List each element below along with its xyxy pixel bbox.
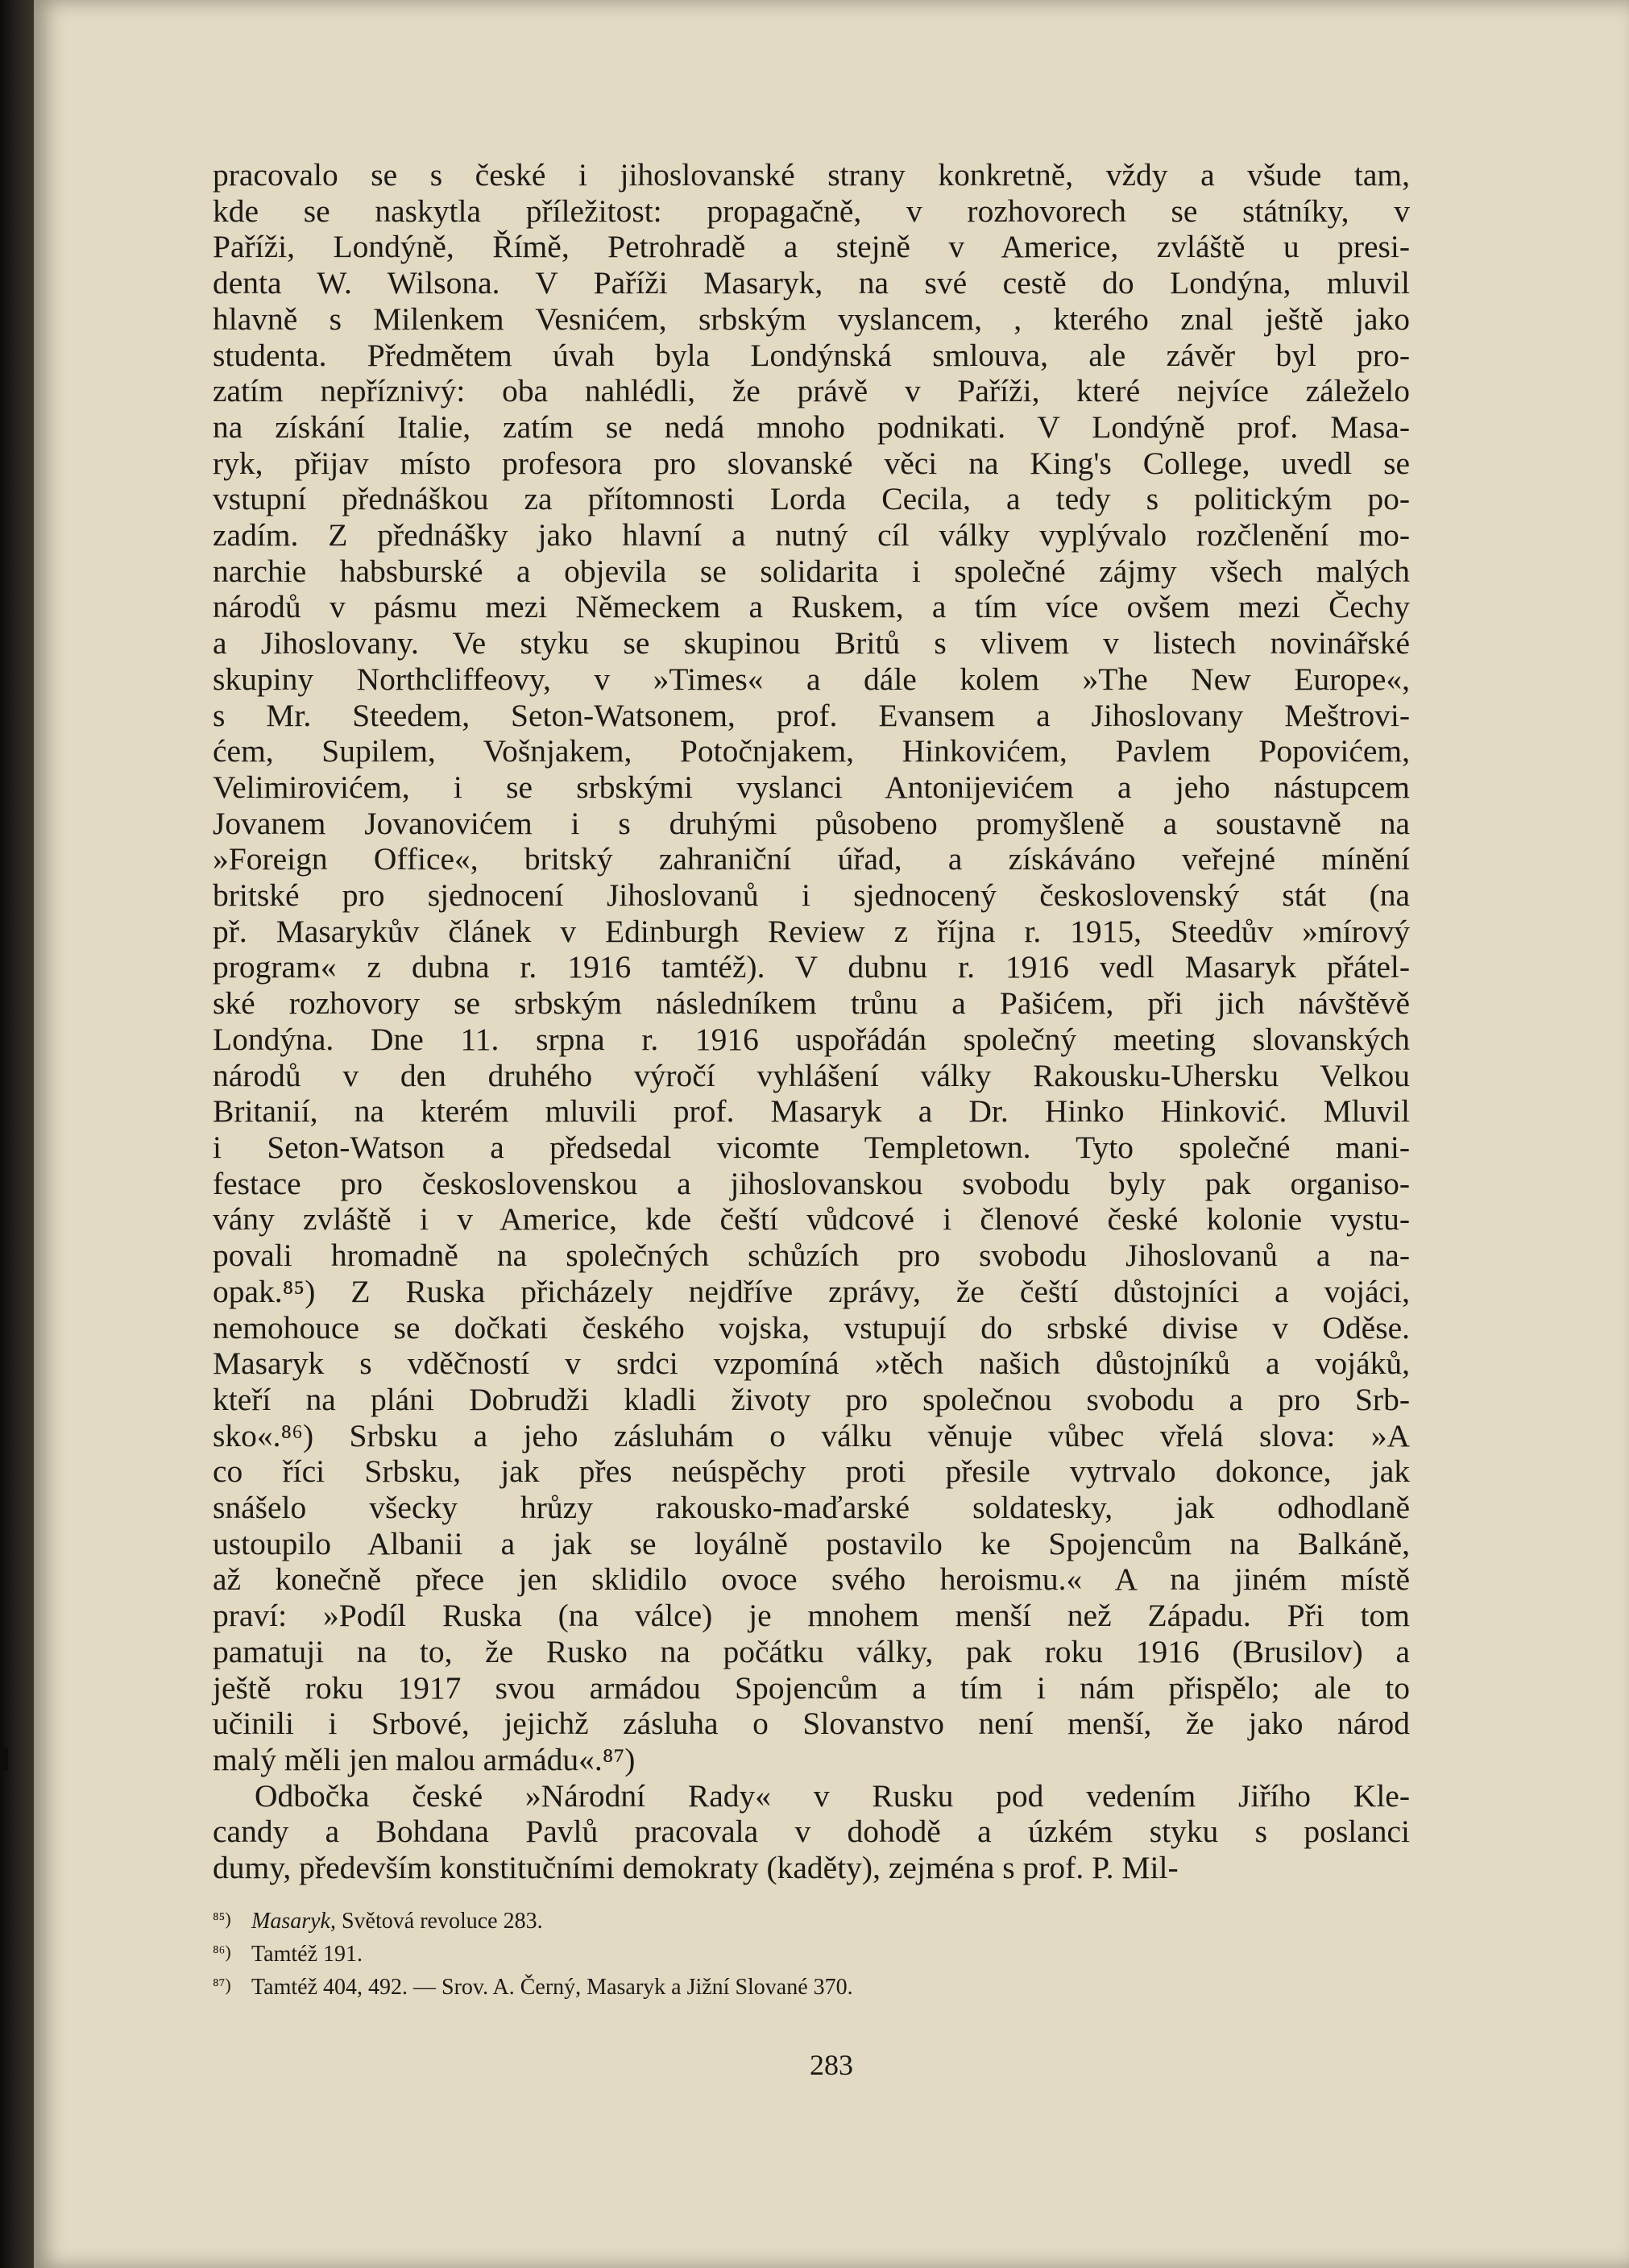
text-line: program« z dubna r. 1916 tamtéž). V dubnu r. 1916 vedl Masaryk přátel- (213, 949, 1410, 985)
text-line: ryk, přijav místo profesora pro slovanské věci na King's College, uvedl se (213, 445, 1410, 481)
text-line: na získání Italie, zatím se nedá mnoho podnikati. V Londýně prof. Masa- (213, 408, 1410, 445)
text-line: Velimirovićem, i se srbskými vyslanci Antonijevićem a jeho nástupcem (213, 769, 1410, 805)
text-line: kteří na pláni Dobrudži kladli životy pro společnou svobodu a pro Srb- (213, 1381, 1410, 1417)
text-line: hlavně s Milenkem Vesnićem, srbským vyslancem, , kterého znal ještě jako (213, 301, 1410, 337)
text-line: Paříži, Londýně, Římě, Petrohradě a stejně v Americe, zvláště u presi- (213, 229, 1410, 265)
text-line: Odbočka české »Národní Rady« v Rusku pod vedením Jiřího Kle- (255, 1777, 1410, 1814)
text-line: nemohouce se dočkati českého vojska, vstupují do srbské divise v Oděse. (213, 1309, 1410, 1345)
text-line: Londýna. Dne 11. srpna r. 1916 uspořádán společný meeting slovanských (213, 1021, 1410, 1057)
text-line: dumy, především konstitučními demokraty (kaděty), zejména s prof. P. Mil- (213, 1850, 1179, 1886)
book-binding-edge (0, 0, 34, 2268)
text-line: ustoupilo Albanii a jak se loyálně postavilo ke Spojencům na Balkáně, (213, 1525, 1410, 1561)
text-line: sko«.⁸⁶) Srbsku a jeho zásluhám o válku věnuje vůbec vřelá slova: »A (213, 1417, 1410, 1453)
text-line: praví: »Podíl Ruska (na válce) je mnohem menší než Západu. Při tom (213, 1598, 1410, 1634)
text-line: ćem, Supilem, Vošnjakem, Potočnjakem, Hinkovićem, Pavlem Popovićem, (213, 733, 1410, 769)
text-line: pamatuji na to, že Rusko na počátku války, pak roku 1916 (Brusilov) a (213, 1633, 1410, 1669)
text-line: př. Masarykův článek v Edinburgh Review z října r. 1915, Steedův »mírový (213, 913, 1410, 949)
body-text (213, 157, 1410, 1886)
text-line: narchie habsburské a objevila se solidarita i společné zájmy všech malých (213, 553, 1410, 589)
text-line: opak.⁸⁵) Z Ruska přicházely nejdříve zprávy, že čeští důstojníci a vojáci, (213, 1273, 1410, 1309)
text-line: Jovanem Jovanovićem i s druhými působeno promyšleně a soustavně na (213, 805, 1410, 841)
text-line: Masaryk s vděčností v srdci vzpomíná »těch našich důstojníků a vojáků, (213, 1345, 1410, 1382)
text-line: zatím nepříznivý: oba nahlédli, že právě v Paříži, které nejvíce záleželo (213, 373, 1410, 409)
page-edge-mark (0, 1748, 8, 1771)
text-line: až konečně přece jen sklidilo ovoce svého heroismu.« A na jiném místě (213, 1561, 1410, 1598)
text-line: snášelo všecky hrůzy rakousko-maďarské soldatesky, jak odhodlaně (213, 1490, 1410, 1526)
text-line: co říci Srbsku, jak přes neúspěchy proti přesile vytrvalo dokonce, jak (213, 1453, 1410, 1490)
text-line: pracovalo se s české i jihoslovanské strany konkretně, vždy a všude tam, (213, 157, 1410, 193)
text-line: malý měli jen malou armádu«.⁸⁷) (213, 1741, 636, 1777)
text-line: britské pro sjednocení Jihoslovanů i sjednocený československý stát (na (213, 877, 1410, 914)
text-line: učinili i Srbové, jejichž zásluha o Slovanstvo není menší, že jako národ (213, 1706, 1410, 1742)
footnote-85: ⁸⁵) Masaryk, Světová revoluce 283. (213, 1909, 543, 1934)
footnote-86: ⁸⁶) Tamtéž 191. (213, 1942, 363, 1967)
footnotes (213, 1904, 1410, 2003)
text-line: zadím. Z přednášky jako hlavní a nutný cíl války vyplývalo rozčlenění mo- (213, 517, 1410, 554)
book-page (34, 0, 1629, 2268)
text-line: povali hromadně na společných schůzích pro svobodu Jihoslovanů a na- (213, 1238, 1410, 1274)
text-line: vstupní přednáškou za přítomnosti Lorda Cecila, a tedy s politickým po- (213, 481, 1410, 517)
text-line: studenta. Předmětem úvah byla Londýnská smlouva, ale závěr byl pro- (213, 337, 1410, 373)
text-line: národů v den druhého výročí vyhlášení války Rakousku-Uhersku Velkou (213, 1057, 1410, 1093)
text-line: i Seton-Watson a předsedal vicomte Templetown. Tyto společné mani- (213, 1129, 1410, 1165)
page-number: 283 (810, 2049, 853, 2081)
text-line: skupiny Northcliffeovy, v »Times« a dále kolem »The New Europe«, (213, 661, 1410, 697)
text-line: candy a Bohdana Pavlů pracovala v dohodě a úzkém styku s poslanci (213, 1814, 1410, 1850)
text-line: s Mr. Steedem, Seton-Watsonem, prof. Evansem a Jihoslovany Meštrovi- (213, 697, 1410, 733)
text-line: »Foreign Office«, britský zahraniční úřad, a získáváno veřejné mínění (213, 841, 1410, 877)
footnote-87: ⁸⁷) Tamtéž 404, 492. — Srov. A. Černý, Masaryk a Jižní Slované 370. (213, 1975, 853, 2000)
text-line: Britanií, na kterém mluvili prof. Masaryk a Dr. Hinko Hinković. Mluvil (213, 1093, 1410, 1130)
text-line: denta W. Wilsona. V Paříži Masaryk, na své cestě do Londýna, mluvil (213, 265, 1410, 301)
text-line: vány zvláště i v Americe, kde čeští vůdcové i členové české kolonie vystu- (213, 1201, 1410, 1238)
text-line: festace pro československou a jihoslovanskou svobodu byly pak organiso- (213, 1165, 1410, 1201)
text-line: a Jihoslovany. Ve styku se skupinou Britů s vlivem v listech novinářské (213, 625, 1410, 661)
text-line: ještě roku 1917 svou armádou Spojencům a tím i nám přispělo; ale to (213, 1669, 1410, 1706)
text-line: kde se naskytla příležitost: propagačně, v rozhovorech se státníky, v (213, 193, 1410, 229)
text-line: národů v pásmu mezi Německem a Ruskem, a tím více ovšem mezi Čechy (213, 589, 1410, 625)
text-line: ské rozhovory se srbským následníkem trůnu a Pašićem, při jich návštěvě (213, 985, 1410, 1022)
